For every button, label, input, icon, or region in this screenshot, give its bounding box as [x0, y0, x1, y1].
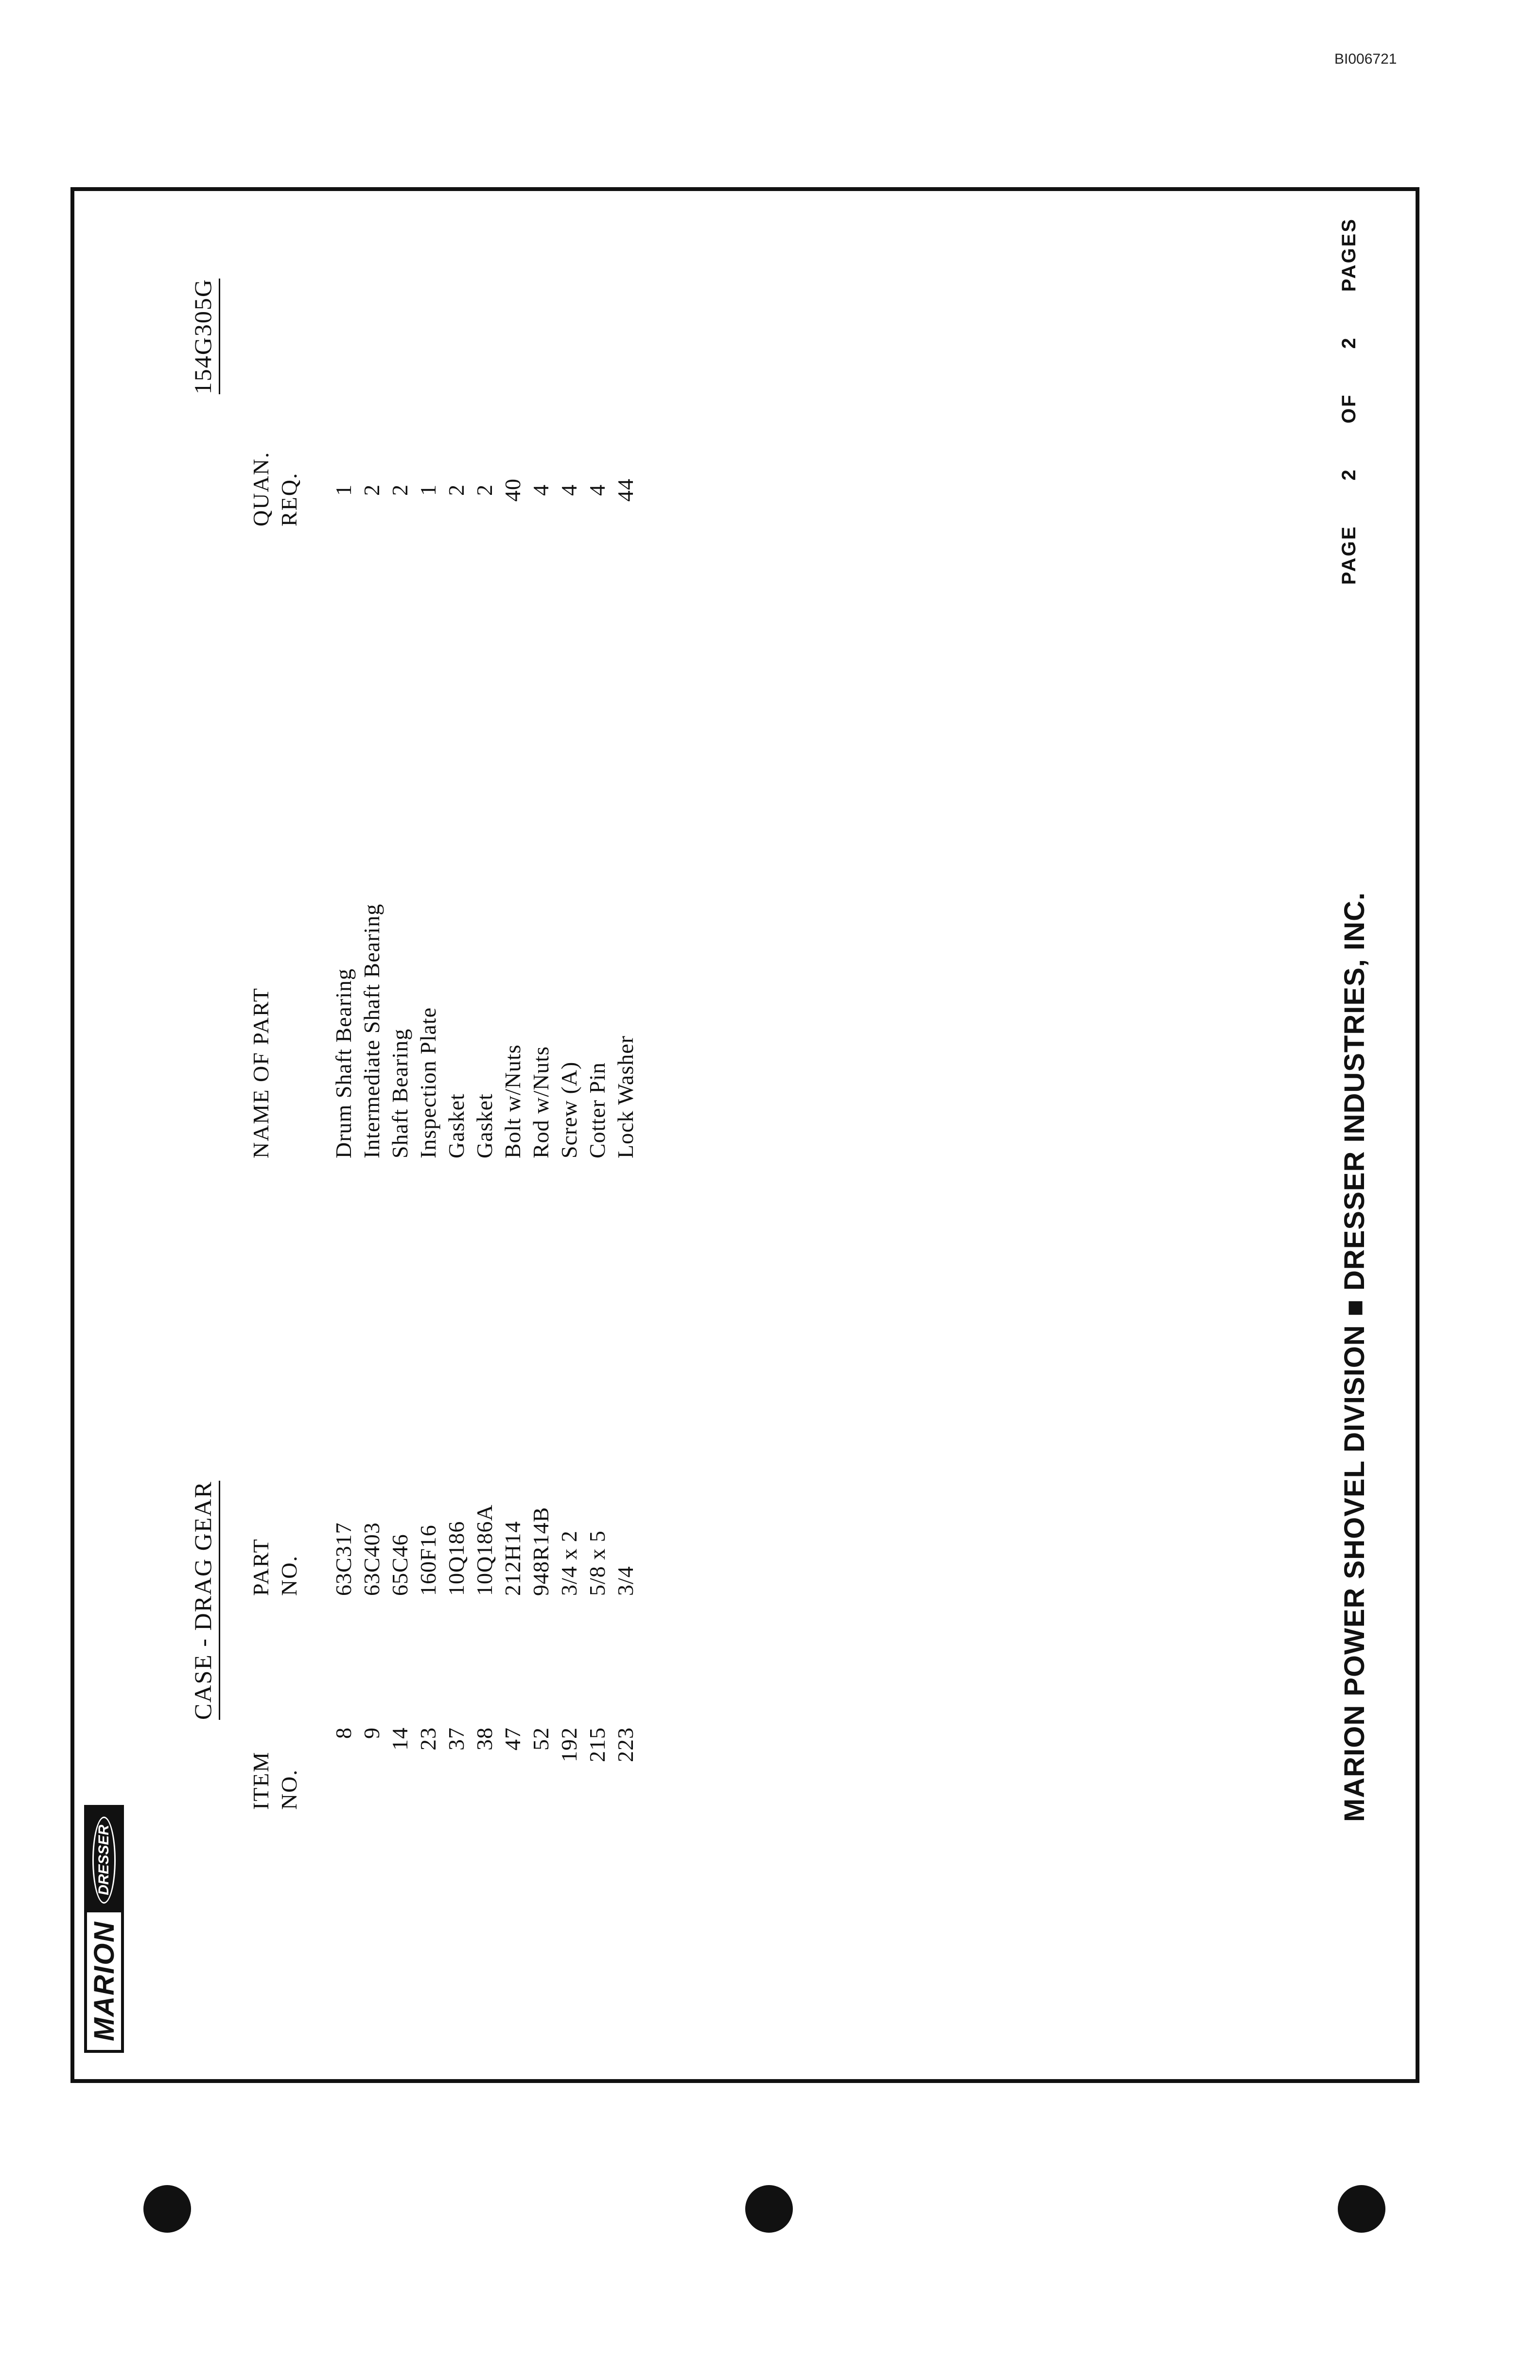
table-cell-qty: 4 [557, 484, 581, 496]
table-cell-qty: 1 [331, 484, 356, 496]
table-cell-part: 10Q186A [472, 1504, 497, 1596]
table-cell-part: 10Q186 [444, 1521, 469, 1596]
header-part-line1: PART [248, 1538, 273, 1596]
table-cell-name: Gasket [472, 1093, 497, 1158]
company-name: MARION POWER SHOVEL DIVISION ■ DRESSER INDUSTRIES, INC. [1339, 892, 1370, 1822]
rotated-content [74, 191, 1418, 2082]
header-qty-line2: REQ. [277, 472, 301, 526]
page-label: PAGE [1338, 525, 1360, 585]
header-part-no [247, 1538, 303, 1596]
header-name-of-part [247, 987, 275, 1158]
table-cell-part: 212H14 [500, 1521, 525, 1596]
table-cell-qty: 2 [387, 484, 412, 496]
total-pages: 2 [1338, 336, 1360, 349]
part-code: 154G305G [189, 279, 220, 394]
table-cell-name: Drum Shaft Bearing [331, 968, 356, 1158]
header-part-line2: NO. [277, 1555, 301, 1596]
table-cell-qty: 2 [444, 484, 469, 496]
document-id: BI006721 [1334, 51, 1397, 67]
header-item-line1: ITEM [248, 1751, 273, 1810]
table-cell-qty: 2 [359, 484, 384, 496]
item-number-column [330, 1727, 640, 1815]
table-cell-item: 52 [528, 1727, 553, 1750]
table-cell-item: 192 [557, 1727, 581, 1762]
table-cell-item: 9 [359, 1727, 384, 1739]
table-cell-part: 5/8 x 5 [585, 1530, 610, 1596]
table-cell-qty: 44 [613, 478, 638, 502]
binder-hole [1338, 2185, 1385, 2233]
table-cell-qty: 40 [500, 478, 525, 502]
marion-dresser-logo [84, 1805, 124, 2053]
header-item-line2: NO. [277, 1769, 301, 1810]
table-cell-item: 38 [472, 1727, 497, 1750]
pages-label: PAGES [1338, 217, 1360, 292]
table-cell-qty: 4 [585, 484, 610, 496]
page-number: 2 [1338, 468, 1360, 481]
table-cell-item: 8 [331, 1727, 356, 1739]
table-cell-item: 223 [613, 1727, 638, 1762]
binder-hole [745, 2185, 793, 2233]
document-frame [70, 187, 1419, 2083]
quantity-column [330, 451, 640, 529]
table-cell-name: Intermediate Shaft Bearing [359, 903, 384, 1158]
table-cell-part: 63C317 [331, 1522, 356, 1596]
table-cell-name: Rod w/Nuts [528, 1046, 553, 1158]
table-cell-name: Screw (A) [557, 1061, 581, 1158]
logo-badge-text: DRESSER [92, 1817, 116, 1904]
header-qty-line1: QUAN. [248, 451, 273, 526]
table-cell-item: 47 [500, 1727, 525, 1750]
document-title: CASE - DRAG GEAR [189, 1481, 220, 1720]
table-cell-item: 14 [387, 1727, 412, 1750]
table-cell-qty: 4 [528, 484, 553, 496]
table-cell-name: Gasket [444, 1093, 469, 1158]
logo-badge [87, 1808, 121, 1912]
table-cell-part: 3/4 x 2 [557, 1530, 581, 1596]
table-cell-item: 37 [444, 1727, 469, 1750]
part-name-column [330, 904, 640, 1158]
table-cell-part: 948R14B [528, 1506, 553, 1596]
table-cell-name: Inspection Plate [416, 1007, 440, 1158]
table-cell-part: 65C46 [387, 1534, 412, 1596]
table-cell-name: Lock Washer [613, 1035, 638, 1158]
table-cell-part: 3/4 [613, 1566, 638, 1596]
binder-hole [143, 2185, 191, 2233]
logo-brand: MARION [87, 1912, 121, 2050]
table-cell-item: 23 [416, 1727, 440, 1750]
part-number-column [330, 1505, 640, 1596]
table-cell-name: Bolt w/Nuts [500, 1044, 525, 1158]
header-item-no [247, 1722, 303, 1810]
table-cell-item: 215 [585, 1727, 610, 1762]
of-label: OF [1338, 393, 1360, 424]
header-quantity [247, 449, 303, 526]
header-name-line1: NAME OF PART [248, 987, 273, 1158]
table-cell-qty: 1 [416, 484, 440, 496]
table-cell-part: 63C403 [359, 1522, 384, 1596]
table-cell-qty: 2 [472, 484, 497, 496]
page-indicator [1338, 180, 1360, 585]
table-cell-name: Cotter Pin [585, 1062, 610, 1158]
table-cell-part: 160F16 [416, 1524, 440, 1596]
table-cell-name: Shaft Bearing [387, 1028, 412, 1158]
